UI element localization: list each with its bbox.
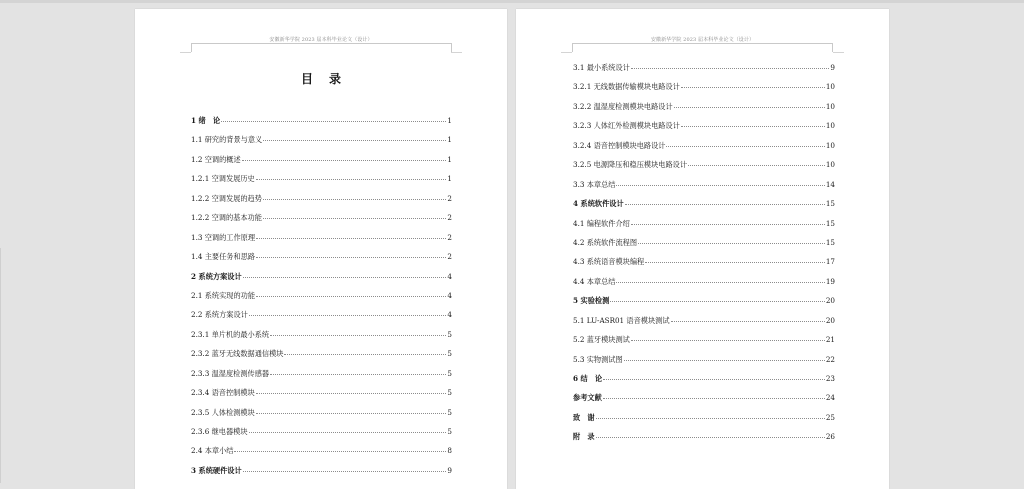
toc-entry[interactable] [573,214,835,233]
toc-entry-label: 2.3.1 单片机的最小系统 [191,329,270,339]
document-page-1 [135,9,507,489]
toc-entry[interactable] [573,252,835,271]
toc-entry-label: 致 谢 [573,412,595,422]
toc-entry-label: 4.3 系统语音模块编程 [573,257,645,267]
toc-entry-page-number: 9 [447,465,452,475]
toc-entry-page-number: 10 [825,160,835,170]
toc-entry-label: 4.2 系统软件流程图 [573,237,638,247]
toc-entry-page-number: 5 [447,349,452,359]
toc-dot-leader [681,126,825,127]
toc-entry-page-number: 5 [447,407,452,417]
toc-entry[interactable] [191,111,452,130]
toc-entry[interactable] [191,228,452,247]
toc-entry-label: 3.2.4 语音控制模块电路设计 [573,140,666,150]
toc-entry-label: 4 系统软件设计 [573,199,624,209]
toc-dot-leader [256,393,447,394]
toc-entry-page-number: 15 [825,237,835,247]
toc-entry-label: 5.3 实物测试图 [573,354,623,364]
toc-dot-leader [671,321,825,322]
toc-entry[interactable] [573,175,835,194]
toc-entry[interactable] [573,291,835,310]
toc-entry[interactable] [191,461,452,480]
page-header-text: 安徽新华学院 2023 届本科毕业论文（设计） [650,37,755,43]
toc-entry-label: 1.3 空调的工作原理 [191,232,256,242]
toc-entry-label: 5.2 蓝牙模块测试 [573,335,630,345]
toc-entry-page-number: 1 [447,135,452,145]
toc-entry[interactable] [191,267,452,286]
toc-dot-leader [243,277,447,278]
toc-entry-label: 3.2.5 电源降压和稳压模块电路设计 [573,160,688,170]
toc-entry-page-number: 9 [830,63,835,72]
header-rule [572,43,833,52]
toc-entry-label: 3.2.2 温湿度检测模块电路设计 [573,101,673,111]
toc-dot-leader [284,354,446,355]
toc-entry-page-number: 10 [825,82,835,92]
toc-dot-leader [638,243,825,244]
toc-entry-page-number: 10 [825,101,835,111]
toc-entry-label: 5.1 LU-ASR01 语音模块测试 [573,315,670,325]
toc-dot-leader [243,471,447,472]
toc-entry[interactable] [191,208,452,227]
document-page-2 [516,9,889,489]
toc-entry-page-number: 5 [447,329,452,339]
toc-entry-page-number: 25 [825,412,835,422]
toc-dot-leader [631,340,825,341]
toc-entry-label: 1.2.1 空调发展历史 [191,174,255,184]
toc-entry-page-number: 24 [825,393,835,403]
toc-entry[interactable] [191,364,452,383]
window-top-edge [0,0,1024,3]
toc-entry[interactable] [573,194,835,213]
toc-entry[interactable] [191,441,452,460]
toc-dot-leader [249,315,447,316]
toc-title: 目录 [300,72,357,86]
toc-entry-page-number: 14 [825,179,835,189]
toc-entry-page-number: 5 [447,427,452,436]
toc-entry-label: 1.4 主要任务和思路 [191,252,256,262]
table-of-contents [191,111,452,480]
toc-entry-page-number: 15 [825,218,835,228]
toc-dot-leader [674,107,825,108]
toc-entry[interactable] [573,136,835,155]
toc-dot-leader [610,301,825,302]
toc-dot-leader [256,296,446,297]
toc-dot-leader [616,282,824,283]
toc-entry-page-number: 21 [825,335,835,345]
toc-entry-label: 2.4 本章小结 [191,446,234,456]
toc-dot-leader [596,418,825,419]
toc-entry[interactable] [573,369,835,388]
header-corner-mark-right [451,52,462,53]
toc-entry[interactable] [191,422,452,441]
toc-entry[interactable] [191,344,452,363]
toc-entry[interactable] [573,77,835,96]
toc-dot-leader [263,140,446,141]
toc-dot-leader [603,398,825,399]
toc-entry[interactable] [191,150,452,169]
toc-entry[interactable] [191,305,452,324]
toc-dot-leader [666,146,824,147]
toc-entry[interactable] [573,58,835,77]
toc-entry-label: 2.3.3 温湿度检测传感器 [191,368,270,378]
toc-entry-label: 2.3.2 蓝牙无线数据通信模块 [191,349,284,359]
toc-entry-label: 5 实验检测 [573,296,610,306]
toc-entry-label: 3 系统硬件设计 [191,465,242,475]
toc-entry-page-number: 19 [825,276,835,286]
toc-entry-label: 4.4 本章总结 [573,276,616,286]
toc-entry[interactable] [573,311,835,330]
header-corner-mark-left [180,52,191,53]
toc-entry-label: 4.1 编程软件介绍 [573,218,630,228]
toc-dot-leader [688,165,825,166]
toc-entry[interactable] [191,325,452,344]
toc-entry-page-number: 2 [447,213,452,223]
toc-entry-page-number: 22 [825,354,835,364]
header-rule [191,43,452,52]
header-corner-mark-left [561,52,572,53]
toc-entry[interactable] [191,286,452,305]
toc-dot-leader [681,87,825,88]
toc-entry-page-number: 10 [825,121,835,131]
toc-entry-label: 参考文献 [573,393,602,403]
toc-dot-leader [645,262,825,263]
toc-dot-leader [263,199,447,200]
toc-entry-page-number: 20 [825,296,835,306]
toc-entry-page-number: 17 [825,257,835,267]
toc-entry-label: 3.2.1 无线数据传输模块电路设计 [573,82,680,92]
toc-entry-page-number: 26 [825,432,835,442]
toc-entry-label: 2.2 系统方案设计 [191,310,248,320]
toc-entry-label: 1.1 研究的背景与意义 [191,135,263,145]
toc-entry-page-number: 4 [447,290,452,300]
toc-entry-page-number: 4 [447,310,452,320]
toc-entry[interactable] [191,383,452,402]
toc-dot-leader [631,224,825,225]
toc-dot-leader [256,413,447,414]
toc-entry[interactable] [573,233,835,252]
toc-dot-leader [221,121,446,122]
toc-entry[interactable] [573,427,835,446]
toc-entry[interactable] [191,189,452,208]
toc-entry-page-number: 4 [447,271,452,281]
toc-entry[interactable] [191,403,452,422]
toc-entry-page-number: 2 [447,193,452,203]
toc-entry-page-number: 23 [825,374,835,383]
toc-dot-leader [270,374,446,375]
page-header-text: 安徽新华学院 2023 届本科毕业论文（设计） [269,37,373,43]
toc-entry-label: 附 录 [573,432,595,442]
toc-entry-page-number: 8 [447,446,452,456]
toc-entry-page-number: 5 [447,368,452,378]
toc-entry[interactable] [573,330,835,349]
toc-entry-label: 1.2 空调的概述 [191,154,241,164]
toc-dot-leader [596,437,825,438]
toc-entry[interactable] [191,169,452,188]
toc-entry[interactable] [573,116,835,135]
toc-entry-page-number: 5 [447,388,452,398]
toc-dot-leader [242,160,447,161]
toc-entry-label: 1 绪 论 [191,116,221,125]
toc-entry[interactable] [573,272,835,291]
header-corner-mark-right [833,52,844,53]
toc-entry-label: 3.3 本章总结 [573,179,616,189]
toc-entry-label: 1.2.2 空调发展的趋势 [191,193,262,203]
toc-dot-leader [270,335,446,336]
toc-entry-label: 2.1 系统实现的功能 [191,290,256,300]
toc-entry-page-number: 15 [825,199,835,209]
toc-entry-page-number: 1 [447,174,452,184]
toc-entry-page-number: 10 [825,140,835,150]
left-edge-divider [0,248,1,483]
toc-dot-leader [603,379,825,380]
toc-entry-label: 3.2.3 人体红外检测模块电路设计 [573,121,680,131]
toc-entry-page-number: 1 [447,154,452,164]
toc-dot-leader [616,185,824,186]
toc-entry[interactable] [573,350,835,369]
toc-dot-leader [256,257,446,258]
toc-dot-leader [624,360,825,361]
toc-entry-page-number: 2 [447,232,452,242]
toc-entry[interactable] [573,408,835,427]
toc-entry-page-number: 20 [825,315,835,325]
toc-entry[interactable] [573,97,835,116]
toc-entry-label: 2.3.6 继电器模块 [191,427,248,436]
toc-dot-leader [625,204,825,205]
toc-entry-label: 2.3.5 人体检测模块 [191,407,255,417]
toc-entry-label: 1.2.2 空调的基本功能 [191,213,262,223]
toc-dot-leader [256,238,446,239]
toc-entry-label: 2.3.4 语音控制模块 [191,388,255,398]
toc-entry-label: 2 系统方案设计 [191,271,242,281]
toc-entry[interactable] [573,155,835,174]
toc-entry[interactable] [191,247,452,266]
toc-dot-leader [263,218,447,219]
toc-entry-label: 6 结 论 [573,374,603,383]
table-of-contents [573,58,835,447]
toc-dot-leader [249,432,447,433]
toc-entry-label: 3.1 最小系统设计 [573,63,630,72]
toc-dot-leader [256,179,447,180]
toc-entry[interactable] [191,130,452,149]
toc-entry-page-number: 2 [447,252,452,262]
toc-dot-leader [234,451,446,452]
toc-entry-page-number: 1 [447,116,452,125]
toc-entry[interactable] [573,388,835,407]
toc-dot-leader [631,68,830,69]
